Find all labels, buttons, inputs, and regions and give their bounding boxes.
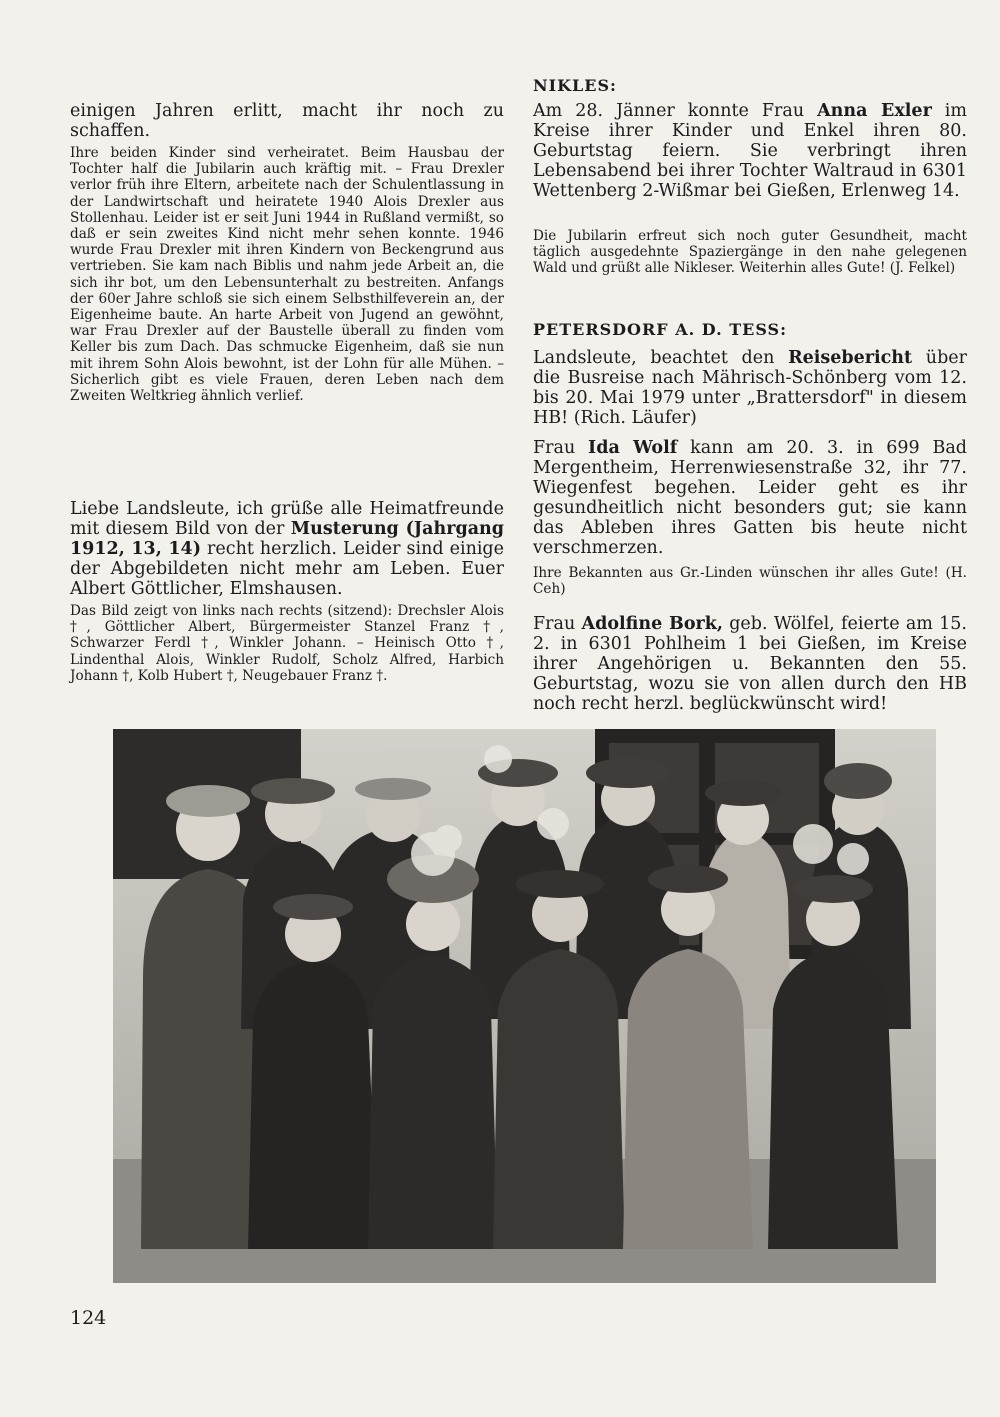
photo-caption: Das Bild zeigt von links nach rechts (sitzend): Drechsler Alois †, Göttlicher Albert, Bürgermeister Stanzel Franz †, Schwarzer Ferdl †, Winkler Johann. – Heinisch Otto †, Lindenthal Alois, Winkler Rudolf, Scholz Alfred, Harbich Johann †, Kolb Hubert †, Neugebauer Franz †. — [70, 603, 504, 684]
ida-wolf-note: Ihre Bekannten aus Gr.-Linden wünschen ihr alles Gute! (H. Ceh) — [533, 565, 967, 598]
page-number: 124 — [70, 1307, 107, 1329]
anna-exler-name: Anna Exler — [817, 101, 932, 121]
ida-wolf-paragraph: Frau Ida Wolf kann am 20. 3. in 699 Bad Mergentheim, Herrenwiesenstraße 32, ihr 77. Wiegenfest begehen. Leider geht es ihr gesundheitlich nicht besonders gut; sie kann das Ableben ihres Gatten bis heute nicht verschmerzen. — [533, 438, 967, 558]
drexler-biography: Ihre beiden Kinder sind verheiratet. Beim Hausbau der Tochter half die Jubilarin auch kräftig mit. – Frau Drexler verlor früh ihre Eltern, arbeitete nach der Schulentlassung in der Landwirtschaft und heiratete 1940 Alois Drexler aus Stollenhau. Leider ist er seit Juni 1944 in Rußland vermißt, so daß er sein zweites Kind nicht mehr sehen konnte. 1946 wurde Frau Drexler mit ihren Kindern von Beckengrund aus vertrieben. Sie kam nach Biblis und nahm jede Arbeit an, die sich ihr bot, um den Lebensunterhalt zu bestreiten. Anfangs der 60er Jahre schloß sie sich einem Selbsthilfeverein an, der Eigenheime baute. An harte Arbeit von Jugend an gewöhnt, war Frau Drexler auf der Baustelle überall zu finden vom Keller bis zum Dach. Das schmucke Eigenheim, daß sie nun mit ihrem Sohn Alois bewohnt, ist der Lohn für alle Mühen. – Sicherlich gibt es viele Frauen, deren Leben nach dem Zweiten Weltkrieg ähnlich verlief. — [70, 145, 504, 405]
ida-wolf-name: Ida Wolf — [588, 438, 678, 458]
adolfine-bork-name: Adolfine Bork, — [581, 614, 723, 634]
reisebericht-label: Reisebericht — [788, 348, 913, 368]
petersdorf-heading: PETERSDORF A. D. TESS: — [533, 320, 787, 339]
group-photo-illustration — [113, 729, 936, 1283]
nikles-note: Die Jubilarin erfreut sich noch guter Gesundheit, macht täglich ausgedehnte Spaziergänge in den nahe gelegenen Wald und grüßt alle Nikleser. Weiterhin alles Gute! (J. Felkel) — [533, 228, 967, 277]
nikles-paragraph: Am 28. Jänner konnte Frau Anna Exler im Kreise ihrer Kinder und Enkel ihren 80. Geburtstag feiern. Sie verbringt ihren Lebensabend bei ihrer Tochter Waltraud in 6301 Wettenberg 2-Wißmar bei Gießen, Erlenweg 14. — [533, 101, 967, 201]
nikles-heading: NIKLES: — [533, 76, 617, 95]
bork-paragraph: Frau Adolfine Bork, geb. Wölfel, feierte am 15. 2. in 6301 Pohlheim 1 bei Gießen, im Kreise ihrer Angehörigen u. Bekannten den 55. Geburtstag, wozu sie von allen durch den HB noch recht herzl. beglückwünscht wird! — [533, 614, 967, 714]
intro-paragraph: einigen Jahren erlitt, macht ihr noch zu schaffen. — [70, 101, 504, 141]
reisebericht-paragraph: Landsleute, beachtet den Reisebericht über die Busreise nach Mährisch-Schönberg vom 12. bis 20. Mai 1979 unter „Brattersdorf" in diesem HB! (Rich. Läufer) — [533, 348, 967, 428]
musterung-title: Musterung (Jahrgang 1912, 13, 14) — [70, 519, 504, 559]
group-photo — [113, 729, 936, 1283]
musterung-greeting: Liebe Landsleute, ich grüße alle Heimatfreunde mit diesem Bild von der Musterung (Jahrgang 1912, 13, 14) recht herzlich. Leider sind einige der Abgebildeten nicht mehr am Leben. Euer Albert Göttlicher, Elmshausen. — [70, 499, 504, 599]
